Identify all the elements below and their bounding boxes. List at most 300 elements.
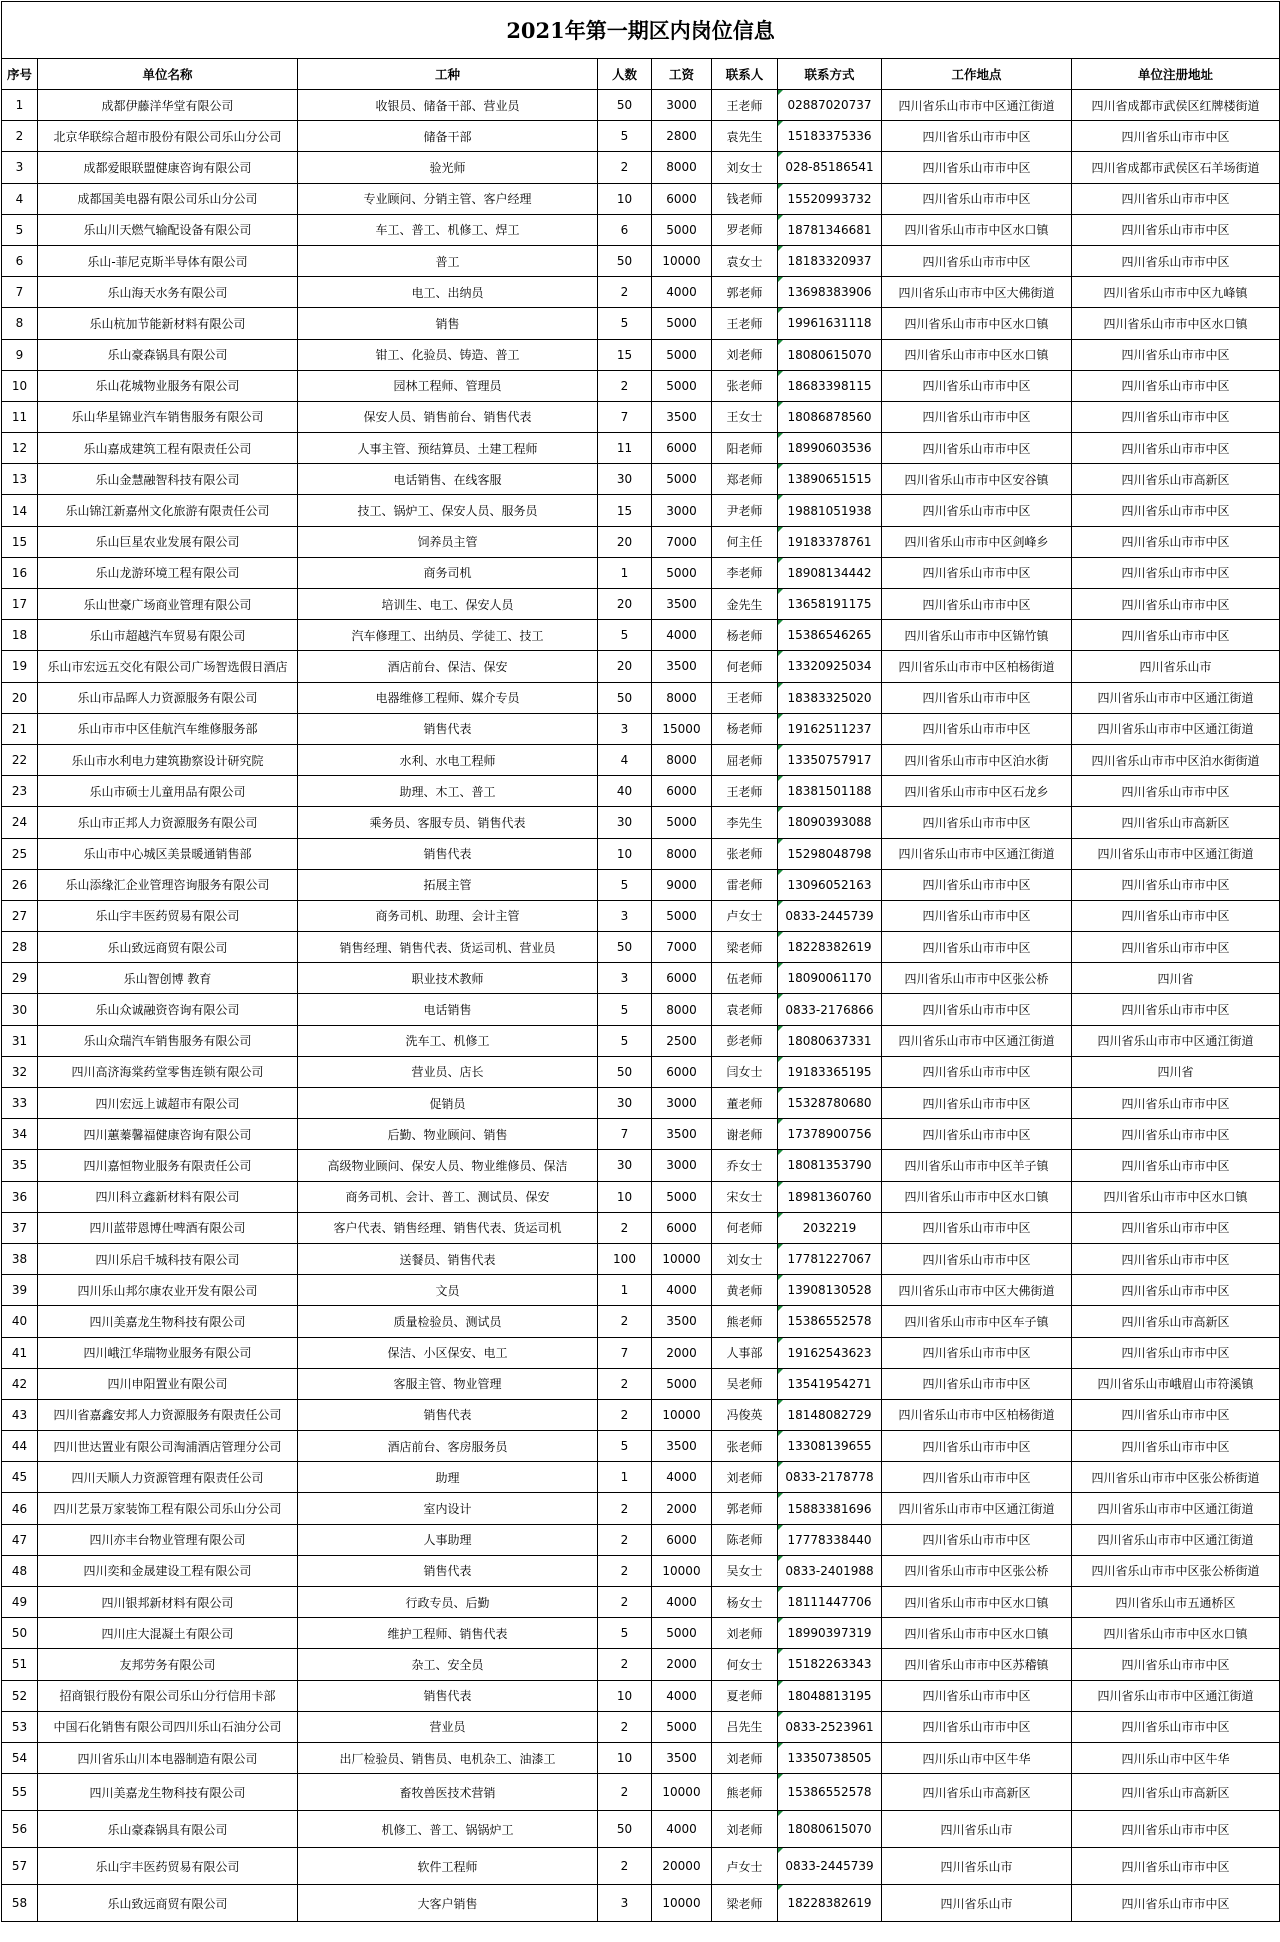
- cell-work-location[interactable]: 四川省乐山市市中区张公桥: [882, 1555, 1072, 1586]
- cell-registered-address[interactable]: 四川省乐山市市中区: [1072, 339, 1280, 370]
- cell-phone[interactable]: 18683398115: [778, 370, 882, 401]
- cell-company[interactable]: 乐山-菲尼克斯半导体有限公司: [38, 245, 298, 276]
- cell-phone[interactable]: 15328780680: [778, 1088, 882, 1119]
- cell-salary[interactable]: 4000: [652, 1462, 712, 1493]
- cell-contact[interactable]: 宋女士: [712, 1181, 778, 1212]
- cell-work-location[interactable]: 四川省乐山市市中区通江街道: [882, 838, 1072, 869]
- cell-contact[interactable]: 张老师: [712, 838, 778, 869]
- cell-work-location[interactable]: 四川省乐山市市中区通江街道: [882, 90, 1072, 121]
- cell-count[interactable]: 15: [598, 339, 652, 370]
- cell-phone[interactable]: 18080637331: [778, 1025, 882, 1056]
- cell-registered-address[interactable]: 四川省乐山市市中区: [1072, 245, 1280, 276]
- cell-count[interactable]: 20: [598, 526, 652, 557]
- cell-no[interactable]: 50: [2, 1618, 38, 1649]
- cell-job[interactable]: 客服主管、物业管理: [298, 1368, 598, 1399]
- cell-company[interactable]: 乐山市中心城区美景暖通销售部: [38, 838, 298, 869]
- cell-salary[interactable]: 6000: [652, 776, 712, 807]
- cell-job[interactable]: 营业员、店长: [298, 1056, 598, 1087]
- cell-registered-address[interactable]: 四川省乐山市市中区通江街道: [1072, 1493, 1280, 1524]
- cell-work-location[interactable]: 四川省乐山市市中区羊子镇: [882, 1150, 1072, 1181]
- cell-salary[interactable]: 5000: [652, 557, 712, 588]
- cell-salary[interactable]: 3000: [652, 1088, 712, 1119]
- cell-count[interactable]: 30: [598, 807, 652, 838]
- cell-work-location[interactable]: 四川省乐山市市中区通江街道: [882, 1025, 1072, 1056]
- cell-work-location[interactable]: 四川省乐山市市中区通江街道: [882, 1493, 1072, 1524]
- cell-count[interactable]: 5: [598, 121, 652, 152]
- cell-job[interactable]: 电器维修工程师、媒介专员: [298, 682, 598, 713]
- cell-no[interactable]: 7: [2, 277, 38, 308]
- cell-no[interactable]: 46: [2, 1493, 38, 1524]
- cell-contact[interactable]: 李先生: [712, 807, 778, 838]
- cell-registered-address[interactable]: 四川省乐山市市中区通江街道: [1072, 682, 1280, 713]
- cell-salary[interactable]: 2000: [652, 1493, 712, 1524]
- cell-job[interactable]: 电话销售: [298, 994, 598, 1025]
- cell-job[interactable]: 乘务员、客服专员、销售代表: [298, 807, 598, 838]
- cell-count[interactable]: 2: [598, 1306, 652, 1337]
- cell-salary[interactable]: 5000: [652, 214, 712, 245]
- cell-registered-address[interactable]: 四川省: [1072, 1056, 1280, 1087]
- cell-company[interactable]: 乐山世豪广场商业管理有限公司: [38, 589, 298, 620]
- cell-no[interactable]: 28: [2, 932, 38, 963]
- cell-count[interactable]: 1: [598, 557, 652, 588]
- cell-contact[interactable]: 李老师: [712, 557, 778, 588]
- cell-work-location[interactable]: 四川省乐山市市中区: [882, 121, 1072, 152]
- cell-salary[interactable]: 3500: [652, 1742, 712, 1773]
- cell-count[interactable]: 2: [598, 1848, 652, 1885]
- cell-phone[interactable]: 19881051938: [778, 495, 882, 526]
- cell-no[interactable]: 27: [2, 900, 38, 931]
- cell-contact[interactable]: 金先生: [712, 589, 778, 620]
- cell-no[interactable]: 14: [2, 495, 38, 526]
- cell-salary[interactable]: 10000: [652, 1399, 712, 1430]
- cell-work-location[interactable]: 四川省乐山市市中区: [882, 713, 1072, 744]
- cell-registered-address[interactable]: 四川省乐山市市中区: [1072, 370, 1280, 401]
- cell-count[interactable]: 10: [598, 1742, 652, 1773]
- cell-work-location[interactable]: 四川省乐山市市中区剑峰乡: [882, 526, 1072, 557]
- cell-count[interactable]: 2: [598, 277, 652, 308]
- cell-contact[interactable]: 刘女士: [712, 1243, 778, 1274]
- cell-registered-address[interactable]: 四川省成都市武侯区红牌楼街道: [1072, 90, 1280, 121]
- cell-no[interactable]: 26: [2, 869, 38, 900]
- cell-work-location[interactable]: 四川省乐山市市中区: [882, 1431, 1072, 1462]
- cell-phone[interactable]: 13908130528: [778, 1275, 882, 1306]
- cell-no[interactable]: 44: [2, 1431, 38, 1462]
- cell-contact[interactable]: 郭老师: [712, 1493, 778, 1524]
- cell-job[interactable]: 机修工、普工、锅锅炉工: [298, 1811, 598, 1848]
- cell-company[interactable]: 四川蕙蓁馨福健康咨询有限公司: [38, 1119, 298, 1150]
- cell-job[interactable]: 钳工、化验员、铸造、普工: [298, 339, 598, 370]
- cell-count[interactable]: 50: [598, 932, 652, 963]
- cell-count[interactable]: 5: [598, 620, 652, 651]
- cell-contact[interactable]: 卢女士: [712, 1848, 778, 1885]
- cell-count[interactable]: 50: [598, 682, 652, 713]
- cell-phone[interactable]: 18981360760: [778, 1181, 882, 1212]
- cell-phone[interactable]: 17378900756: [778, 1119, 882, 1150]
- cell-contact[interactable]: 谢老师: [712, 1119, 778, 1150]
- cell-company[interactable]: 四川省嘉鑫安邦人力资源服务有限责任公司: [38, 1399, 298, 1430]
- cell-phone[interactable]: 18081353790: [778, 1150, 882, 1181]
- cell-work-location[interactable]: 四川省乐山市市中区水口镇: [882, 1181, 1072, 1212]
- cell-work-location[interactable]: 四川乐山市中区牛华: [882, 1742, 1072, 1773]
- cell-no[interactable]: 36: [2, 1181, 38, 1212]
- cell-contact[interactable]: 熊老师: [712, 1774, 778, 1811]
- cell-phone[interactable]: 13890651515: [778, 464, 882, 495]
- cell-count[interactable]: 2: [598, 1711, 652, 1742]
- cell-phone[interactable]: 19162511237: [778, 713, 882, 744]
- cell-phone[interactable]: 18086878560: [778, 401, 882, 432]
- cell-no[interactable]: 8: [2, 308, 38, 339]
- cell-job[interactable]: 储备干部: [298, 121, 598, 152]
- cell-salary[interactable]: 10000: [652, 1885, 712, 1922]
- cell-count[interactable]: 3: [598, 963, 652, 994]
- cell-phone[interactable]: 18080615070: [778, 339, 882, 370]
- cell-work-location[interactable]: 四川省乐山市市中区: [882, 433, 1072, 464]
- cell-phone[interactable]: 13541954271: [778, 1368, 882, 1399]
- cell-company[interactable]: 乐山众诚融资咨询有限公司: [38, 994, 298, 1025]
- cell-salary[interactable]: 5000: [652, 464, 712, 495]
- cell-count[interactable]: 5: [598, 994, 652, 1025]
- cell-salary[interactable]: 5000: [652, 1181, 712, 1212]
- cell-job[interactable]: 商务司机: [298, 557, 598, 588]
- cell-salary[interactable]: 5000: [652, 807, 712, 838]
- cell-salary[interactable]: 6000: [652, 1056, 712, 1087]
- cell-phone[interactable]: 028-85186541: [778, 152, 882, 183]
- cell-company[interactable]: 四川申阳置业有限公司: [38, 1368, 298, 1399]
- cell-salary[interactable]: 6000: [652, 963, 712, 994]
- cell-contact[interactable]: 杨老师: [712, 620, 778, 651]
- cell-registered-address[interactable]: 四川省乐山市市中区张公桥街道: [1072, 1462, 1280, 1493]
- cell-phone[interactable]: 18090393088: [778, 807, 882, 838]
- cell-work-location[interactable]: 四川省乐山市市中区水口镇: [882, 1618, 1072, 1649]
- cell-phone[interactable]: 15386546265: [778, 620, 882, 651]
- cell-registered-address[interactable]: 四川省乐山市高新区: [1072, 807, 1280, 838]
- cell-phone[interactable]: 17781227067: [778, 1243, 882, 1274]
- cell-salary[interactable]: 3500: [652, 651, 712, 682]
- cell-count[interactable]: 2: [598, 1524, 652, 1555]
- cell-company[interactable]: 四川亦丰台物业管理有限公司: [38, 1524, 298, 1555]
- cell-phone[interactable]: 18228382619: [778, 932, 882, 963]
- cell-job[interactable]: 电话销售、在线客服: [298, 464, 598, 495]
- cell-no[interactable]: 24: [2, 807, 38, 838]
- cell-work-location[interactable]: 四川省乐山市市中区: [882, 495, 1072, 526]
- cell-salary[interactable]: 2500: [652, 1025, 712, 1056]
- cell-registered-address[interactable]: 四川省乐山市市中区通江街道: [1072, 1680, 1280, 1711]
- cell-company[interactable]: 四川高济海棠药堂零售连锁有限公司: [38, 1056, 298, 1087]
- cell-salary[interactable]: 3500: [652, 1431, 712, 1462]
- cell-job[interactable]: 后勤、物业顾问、销售: [298, 1119, 598, 1150]
- cell-work-location[interactable]: 四川省乐山市市中区车子镇: [882, 1306, 1072, 1337]
- cell-work-location[interactable]: 四川省乐山市市中区: [882, 1088, 1072, 1119]
- cell-salary[interactable]: 8000: [652, 744, 712, 775]
- cell-phone[interactable]: 18383325020: [778, 682, 882, 713]
- cell-salary[interactable]: 5000: [652, 370, 712, 401]
- cell-job[interactable]: 室内设计: [298, 1493, 598, 1524]
- cell-no[interactable]: 54: [2, 1742, 38, 1773]
- cell-work-location[interactable]: 四川省乐山市市中区安谷镇: [882, 464, 1072, 495]
- cell-no[interactable]: 40: [2, 1306, 38, 1337]
- cell-phone[interactable]: 18090061170: [778, 963, 882, 994]
- cell-job[interactable]: 人事主管、预结算员、土建工程师: [298, 433, 598, 464]
- cell-contact[interactable]: 伍老师: [712, 963, 778, 994]
- cell-count[interactable]: 2: [598, 1774, 652, 1811]
- cell-contact[interactable]: 尹老师: [712, 495, 778, 526]
- cell-count[interactable]: 3: [598, 1885, 652, 1922]
- cell-company[interactable]: 成都国美电器有限公司乐山分公司: [38, 183, 298, 214]
- cell-no[interactable]: 30: [2, 994, 38, 1025]
- cell-salary[interactable]: 5000: [652, 1711, 712, 1742]
- cell-company[interactable]: 友邦劳务有限公司: [38, 1649, 298, 1680]
- cell-phone[interactable]: 0833-2401988: [778, 1555, 882, 1586]
- cell-no[interactable]: 42: [2, 1368, 38, 1399]
- cell-company[interactable]: 乐山宇丰医药贸易有限公司: [38, 900, 298, 931]
- cell-job[interactable]: 园林工程师、管理员: [298, 370, 598, 401]
- cell-job[interactable]: 保洁、小区保安、电工: [298, 1337, 598, 1368]
- cell-salary[interactable]: 5000: [652, 339, 712, 370]
- cell-phone[interactable]: 18111447706: [778, 1587, 882, 1618]
- cell-company[interactable]: 四川世达置业有限公司淘浦酒店管理分公司: [38, 1431, 298, 1462]
- cell-contact[interactable]: 何主任: [712, 526, 778, 557]
- cell-salary[interactable]: 5000: [652, 1368, 712, 1399]
- cell-count[interactable]: 30: [598, 1150, 652, 1181]
- cell-phone[interactable]: 18048813195: [778, 1680, 882, 1711]
- cell-salary[interactable]: 4000: [652, 620, 712, 651]
- cell-company[interactable]: 乐山川天燃气输配设备有限公司: [38, 214, 298, 245]
- cell-no[interactable]: 1: [2, 90, 38, 121]
- cell-count[interactable]: 30: [598, 1088, 652, 1119]
- cell-contact[interactable]: 王老师: [712, 90, 778, 121]
- cell-job[interactable]: 技工、锅炉工、保安人员、服务员: [298, 495, 598, 526]
- cell-salary[interactable]: 8000: [652, 838, 712, 869]
- cell-contact[interactable]: 卢女士: [712, 900, 778, 931]
- cell-phone[interactable]: 19183365195: [778, 1056, 882, 1087]
- cell-count[interactable]: 10: [598, 1680, 652, 1711]
- cell-count[interactable]: 5: [598, 1025, 652, 1056]
- cell-job[interactable]: 促销员: [298, 1088, 598, 1119]
- cell-work-location[interactable]: 四川省乐山市市中区水口镇: [882, 1587, 1072, 1618]
- cell-work-location[interactable]: 四川省乐山市市中区锦竹镇: [882, 620, 1072, 651]
- cell-count[interactable]: 2: [598, 1212, 652, 1243]
- cell-work-location[interactable]: 四川省乐山市市中区: [882, 869, 1072, 900]
- cell-company[interactable]: 乐山市超越汽车贸易有限公司: [38, 620, 298, 651]
- cell-salary[interactable]: 10000: [652, 245, 712, 276]
- cell-work-location[interactable]: 四川省乐山市市中区水口镇: [882, 339, 1072, 370]
- cell-salary[interactable]: 6000: [652, 183, 712, 214]
- cell-salary[interactable]: 20000: [652, 1848, 712, 1885]
- cell-contact[interactable]: 夏老师: [712, 1680, 778, 1711]
- cell-registered-address[interactable]: 四川省乐山市市中区: [1072, 214, 1280, 245]
- cell-company[interactable]: 乐山致远商贸有限公司: [38, 932, 298, 963]
- cell-work-location[interactable]: 四川省乐山市市中区: [882, 152, 1072, 183]
- cell-salary[interactable]: 6000: [652, 1212, 712, 1243]
- cell-work-location[interactable]: 四川省乐山市市中区: [882, 932, 1072, 963]
- cell-no[interactable]: 25: [2, 838, 38, 869]
- cell-work-location[interactable]: 四川省乐山市市中区: [882, 1212, 1072, 1243]
- cell-no[interactable]: 11: [2, 401, 38, 432]
- cell-contact[interactable]: 王老师: [712, 776, 778, 807]
- cell-no[interactable]: 21: [2, 713, 38, 744]
- cell-phone[interactable]: 13308139655: [778, 1431, 882, 1462]
- cell-salary[interactable]: 3000: [652, 495, 712, 526]
- cell-count[interactable]: 5: [598, 869, 652, 900]
- cell-contact[interactable]: 张老师: [712, 370, 778, 401]
- cell-work-location[interactable]: 四川省乐山市市中区水口镇: [882, 214, 1072, 245]
- cell-phone[interactable]: 18381501188: [778, 776, 882, 807]
- cell-work-location[interactable]: 四川省乐山市市中区: [882, 682, 1072, 713]
- cell-contact[interactable]: 黄老师: [712, 1275, 778, 1306]
- cell-company[interactable]: 四川天顺人力资源管理有限责任公司: [38, 1462, 298, 1493]
- cell-phone[interactable]: 0833-2178778: [778, 1462, 882, 1493]
- cell-count[interactable]: 1: [598, 1462, 652, 1493]
- cell-job[interactable]: 畜牧兽医技术营销: [298, 1774, 598, 1811]
- cell-salary[interactable]: 3000: [652, 1150, 712, 1181]
- cell-phone[interactable]: 0833-2445739: [778, 1848, 882, 1885]
- cell-job[interactable]: 商务司机、会计、普工、测试员、保安: [298, 1181, 598, 1212]
- cell-contact[interactable]: 杨老师: [712, 713, 778, 744]
- cell-company[interactable]: 乐山杭加节能新材料有限公司: [38, 308, 298, 339]
- cell-job[interactable]: 质量检验员、测试员: [298, 1306, 598, 1337]
- cell-job[interactable]: 大客户销售: [298, 1885, 598, 1922]
- cell-registered-address[interactable]: 四川省乐山市市中区九峰镇: [1072, 277, 1280, 308]
- cell-contact[interactable]: 刘老师: [712, 1462, 778, 1493]
- cell-company[interactable]: 乐山锦江新嘉州文化旅游有限责任公司: [38, 495, 298, 526]
- cell-no[interactable]: 33: [2, 1088, 38, 1119]
- cell-registered-address[interactable]: 四川省: [1072, 963, 1280, 994]
- cell-count[interactable]: 20: [598, 651, 652, 682]
- cell-contact[interactable]: 吴老师: [712, 1368, 778, 1399]
- cell-salary[interactable]: 5000: [652, 308, 712, 339]
- cell-count[interactable]: 1: [598, 1275, 652, 1306]
- cell-no[interactable]: 45: [2, 1462, 38, 1493]
- cell-count[interactable]: 7: [598, 1119, 652, 1150]
- cell-no[interactable]: 23: [2, 776, 38, 807]
- cell-company[interactable]: 四川峨江华瑞物业服务有限公司: [38, 1337, 298, 1368]
- cell-contact[interactable]: 彭老师: [712, 1025, 778, 1056]
- cell-work-location[interactable]: 四川省乐山市: [882, 1848, 1072, 1885]
- cell-registered-address[interactable]: 四川省乐山市市中区水口镇: [1072, 308, 1280, 339]
- cell-registered-address[interactable]: 四川省乐山市五通桥区: [1072, 1587, 1280, 1618]
- cell-phone[interactable]: 13350738505: [778, 1742, 882, 1773]
- cell-job[interactable]: 销售: [298, 308, 598, 339]
- cell-contact[interactable]: 张老师: [712, 1431, 778, 1462]
- cell-registered-address[interactable]: 四川乐山市中区牛华: [1072, 1742, 1280, 1773]
- cell-count[interactable]: 100: [598, 1243, 652, 1274]
- cell-job[interactable]: 收银员、储备干部、营业员: [298, 90, 598, 121]
- cell-phone[interactable]: 18908134442: [778, 557, 882, 588]
- cell-no[interactable]: 43: [2, 1399, 38, 1430]
- cell-count[interactable]: 2: [598, 152, 652, 183]
- cell-no[interactable]: 19: [2, 651, 38, 682]
- cell-company[interactable]: 乐山添缘汇企业管理咨询服务有限公司: [38, 869, 298, 900]
- cell-job[interactable]: 送餐员、销售代表: [298, 1243, 598, 1274]
- cell-salary[interactable]: 6000: [652, 433, 712, 464]
- cell-work-location[interactable]: 四川省乐山市市中区: [882, 994, 1072, 1025]
- cell-phone[interactable]: 13096052163: [778, 869, 882, 900]
- cell-contact[interactable]: 刘老师: [712, 1811, 778, 1848]
- cell-company[interactable]: 四川蓝带恩博仕啤酒有限公司: [38, 1212, 298, 1243]
- cell-registered-address[interactable]: 四川省乐山市市中区: [1072, 1212, 1280, 1243]
- cell-work-location[interactable]: 四川省乐山市市中区: [882, 1337, 1072, 1368]
- cell-company[interactable]: 成都伊藤洋华堂有限公司: [38, 90, 298, 121]
- cell-company[interactable]: 乐山豪森锅具有限公司: [38, 339, 298, 370]
- cell-registered-address[interactable]: 四川省乐山市: [1072, 651, 1280, 682]
- cell-count[interactable]: 2: [598, 1649, 652, 1680]
- cell-contact[interactable]: 乔女士: [712, 1150, 778, 1181]
- cell-company[interactable]: 四川科立鑫新材料有限公司: [38, 1181, 298, 1212]
- cell-no[interactable]: 3: [2, 152, 38, 183]
- cell-job[interactable]: 水利、水电工程师: [298, 744, 598, 775]
- cell-phone[interactable]: 18183320937: [778, 245, 882, 276]
- cell-count[interactable]: 15: [598, 495, 652, 526]
- cell-registered-address[interactable]: 四川省乐山市市中区: [1072, 994, 1280, 1025]
- cell-registered-address[interactable]: 四川省乐山市市中区: [1072, 557, 1280, 588]
- cell-contact[interactable]: 王老师: [712, 682, 778, 713]
- cell-no[interactable]: 5: [2, 214, 38, 245]
- cell-no[interactable]: 16: [2, 557, 38, 588]
- cell-company[interactable]: 乐山巨星农业发展有限公司: [38, 526, 298, 557]
- cell-contact[interactable]: 陈老师: [712, 1524, 778, 1555]
- cell-registered-address[interactable]: 四川省乐山市市中区: [1072, 433, 1280, 464]
- cell-registered-address[interactable]: 四川省乐山市市中区: [1072, 1431, 1280, 1462]
- cell-company[interactable]: 乐山龙游环境工程有限公司: [38, 557, 298, 588]
- cell-salary[interactable]: 3500: [652, 401, 712, 432]
- cell-company[interactable]: 四川乐山邦尔康农业开发有限公司: [38, 1275, 298, 1306]
- cell-company[interactable]: 北京华联综合超市股份有限公司乐山分公司: [38, 121, 298, 152]
- cell-phone[interactable]: 0833-2445739: [778, 900, 882, 931]
- cell-no[interactable]: 12: [2, 433, 38, 464]
- cell-no[interactable]: 37: [2, 1212, 38, 1243]
- cell-no[interactable]: 51: [2, 1649, 38, 1680]
- cell-no[interactable]: 57: [2, 1848, 38, 1885]
- cell-phone[interactable]: 18781346681: [778, 214, 882, 245]
- cell-contact[interactable]: 王老师: [712, 308, 778, 339]
- cell-salary[interactable]: 10000: [652, 1243, 712, 1274]
- cell-phone[interactable]: 0833-2176866: [778, 994, 882, 1025]
- cell-contact[interactable]: 刘老师: [712, 339, 778, 370]
- cell-phone[interactable]: 19961631118: [778, 308, 882, 339]
- cell-registered-address[interactable]: 四川省乐山市市中区: [1072, 1885, 1280, 1922]
- cell-work-location[interactable]: 四川省乐山市市中区: [882, 1711, 1072, 1742]
- cell-contact[interactable]: 吕先生: [712, 1711, 778, 1742]
- cell-work-location[interactable]: 四川省乐山市市中区: [882, 401, 1072, 432]
- cell-salary[interactable]: 8000: [652, 994, 712, 1025]
- cell-company[interactable]: 四川艺景万家装饰工程有限公司乐山分公司: [38, 1493, 298, 1524]
- cell-count[interactable]: 2: [598, 1399, 652, 1430]
- cell-work-location[interactable]: 四川省乐山市市中区: [882, 370, 1072, 401]
- cell-company[interactable]: 四川美嘉龙生物科技有限公司: [38, 1306, 298, 1337]
- cell-count[interactable]: 11: [598, 433, 652, 464]
- cell-salary[interactable]: 5000: [652, 900, 712, 931]
- cell-contact[interactable]: 罗老师: [712, 214, 778, 245]
- cell-work-location[interactable]: 四川省乐山市市中区柏杨街道: [882, 651, 1072, 682]
- cell-registered-address[interactable]: 四川省乐山市市中区通江街道: [1072, 713, 1280, 744]
- cell-work-location[interactable]: 四川省乐山市高新区: [882, 1774, 1072, 1811]
- cell-job[interactable]: 验光师: [298, 152, 598, 183]
- cell-salary[interactable]: 7000: [652, 932, 712, 963]
- cell-job[interactable]: 销售代表: [298, 1555, 598, 1586]
- cell-salary[interactable]: 3000: [652, 90, 712, 121]
- cell-contact[interactable]: 人事部: [712, 1337, 778, 1368]
- cell-job[interactable]: 洗车工、机修工: [298, 1025, 598, 1056]
- cell-job[interactable]: 文员: [298, 1275, 598, 1306]
- cell-count[interactable]: 2: [598, 1587, 652, 1618]
- cell-company[interactable]: 四川省乐山川本电器制造有限公司: [38, 1742, 298, 1773]
- cell-company[interactable]: 四川庄大混凝土有限公司: [38, 1618, 298, 1649]
- cell-company[interactable]: 乐山嘉成建筑工程有限责任公司: [38, 433, 298, 464]
- cell-salary[interactable]: 9000: [652, 869, 712, 900]
- cell-work-location[interactable]: 四川省乐山市市中区苏稽镇: [882, 1649, 1072, 1680]
- cell-job[interactable]: 出厂检验员、销售员、电机杂工、油漆工: [298, 1742, 598, 1773]
- cell-registered-address[interactable]: 四川省乐山市市中区: [1072, 1243, 1280, 1274]
